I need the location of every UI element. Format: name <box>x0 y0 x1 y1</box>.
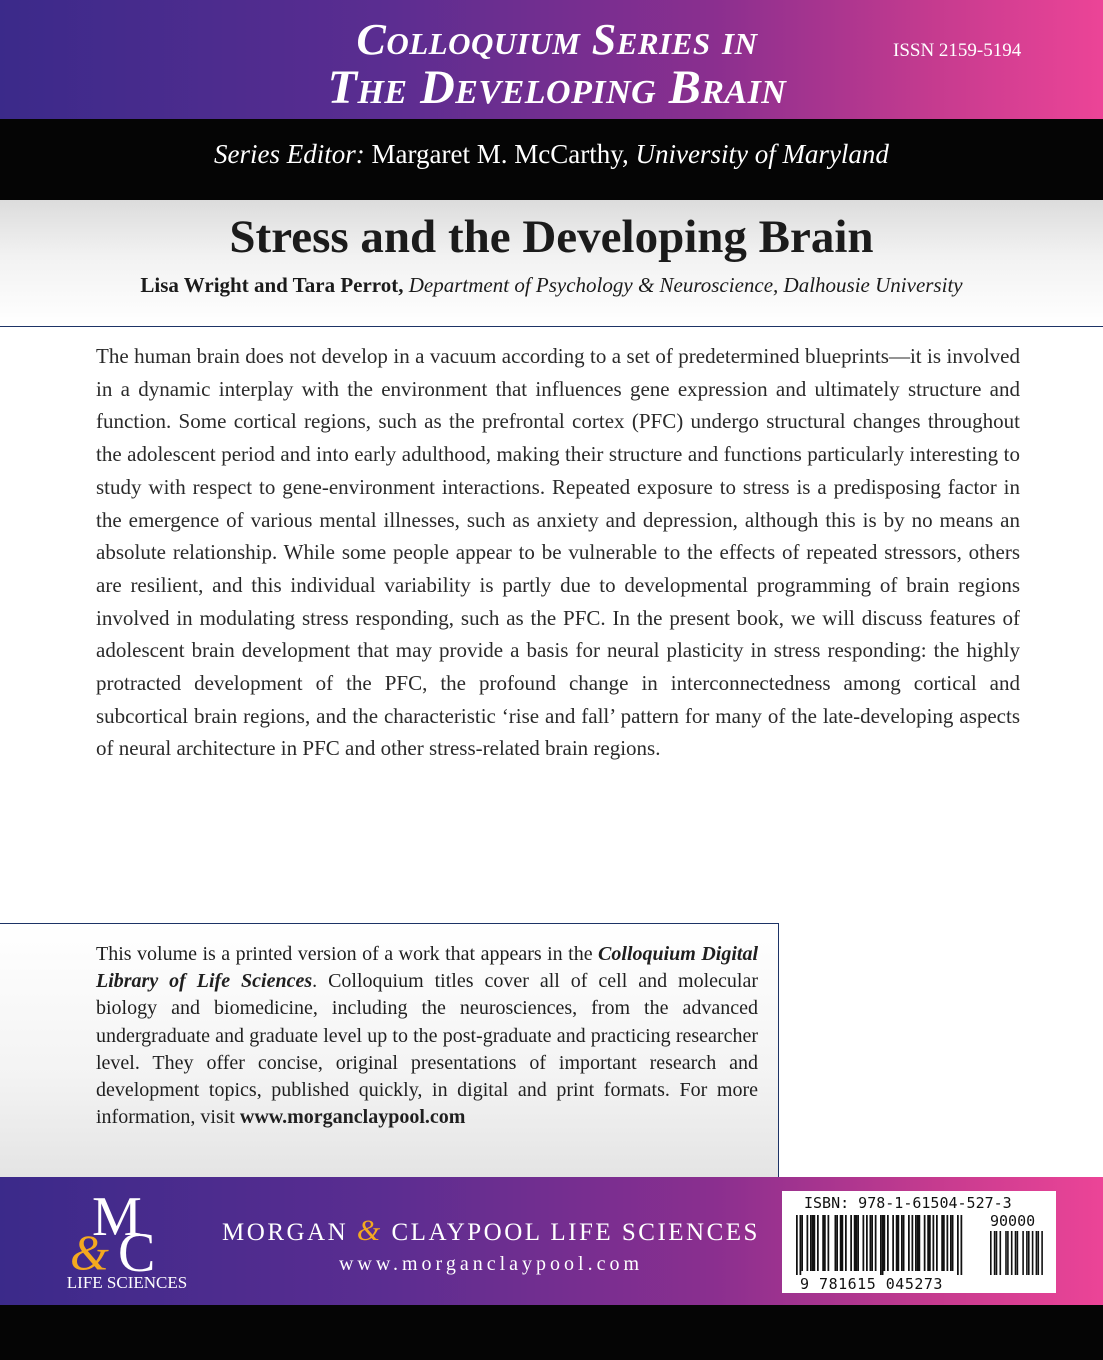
series-editor-name: Margaret M. McCarthy, <box>371 139 629 169</box>
barcode-bar <box>856 1215 858 1271</box>
series-editor-affiliation: University of Maryland <box>635 139 889 169</box>
library-info-paragraph <box>96 941 758 1131</box>
info-text-2: . Colloquium titles cover all of cell and molecular biology and biomedicine, including the neurosciences, from the advanced undergraduate and graduate level up to the post-graduate and practicing researcher level. They offer concise, original presentations of important research and development topics, published quickly, in digital and print formats. For more information, visit <box>96 970 758 1129</box>
barcode-addon-bar <box>1032 1231 1034 1275</box>
abstract <box>96 340 1020 765</box>
barcode-bar <box>863 1215 865 1271</box>
barcode-bar <box>917 1215 919 1271</box>
publisher-website[interactable]: www.morganclaypool.com <box>338 1253 644 1275</box>
barcode-bar <box>812 1215 814 1271</box>
book-title: Stress and the Developing Brain <box>229 211 874 263</box>
publisher-ampersand: & <box>356 1214 383 1247</box>
barcode-bar <box>857 1215 859 1271</box>
publisher-band <box>0 1177 1103 1305</box>
series-editor-band <box>0 119 1103 200</box>
title-area <box>0 200 1103 327</box>
barcode-bar <box>800 1215 802 1275</box>
publisher-logo <box>62 1187 192 1297</box>
barcode-bar <box>875 1215 877 1271</box>
logo-caption: LIFE SCIENCES <box>66 1273 188 1292</box>
barcode-bar <box>943 1215 945 1271</box>
barcode-addon-bar <box>1007 1231 1009 1275</box>
svg-text:M: M <box>92 1187 142 1248</box>
barcode-bar <box>822 1215 824 1271</box>
barcode-addon-bar <box>1038 1231 1040 1275</box>
barcode-digits: 9 781615 045273 <box>800 1275 943 1293</box>
barcode-bar <box>957 1215 959 1275</box>
barcode-bar <box>901 1215 903 1271</box>
barcode-bar <box>884 1215 886 1271</box>
barcode-addon-bar <box>994 1231 996 1275</box>
barcode-bar <box>870 1215 872 1271</box>
barcode-bar <box>796 1215 798 1275</box>
barcode-bar <box>919 1215 921 1271</box>
library-name: Colloquium Digital Library of Life Sciences <box>96 943 758 993</box>
barcode-bar <box>896 1215 898 1271</box>
mc-logo-icon <box>70 1187 184 1275</box>
series-editor-line <box>0 139 1103 170</box>
publisher-name <box>206 1214 776 1248</box>
barcode-addon-bar <box>996 1231 998 1275</box>
barcode-bar <box>936 1215 938 1271</box>
barcode-addon-bar <box>1026 1231 1028 1275</box>
series-title <box>322 15 792 114</box>
barcode-bars-icon <box>796 1215 1046 1275</box>
barcode-bar <box>927 1215 929 1271</box>
barcode-bar <box>933 1215 935 1271</box>
website-link[interactable]: www.morganclaypool.com <box>239 1106 466 1129</box>
barcode-bar <box>898 1215 900 1271</box>
series-title-line2: The Developing Brain <box>327 61 787 114</box>
barcode-bar <box>924 1215 926 1271</box>
library-info-box <box>0 923 779 1178</box>
barcode-bar <box>842 1215 844 1271</box>
barcode-addon-bar <box>1036 1231 1038 1275</box>
barcode-bar <box>915 1215 917 1271</box>
author-names: Lisa Wright and Tara Perrot, <box>140 273 404 297</box>
series-title-line1: Colloquium Series in <box>356 15 758 64</box>
info-text-1: This volume is a printed version of a work that appears in the <box>96 943 599 965</box>
barcode-bar <box>892 1215 894 1271</box>
isbn-barcode <box>782 1191 1056 1293</box>
bottom-black-strip <box>0 1305 1103 1360</box>
abstract-text: The human brain does not develop in a vacuum according to a set of predetermined blueprints—it is involved in a dynamic interplay with the environment that influences gene expression and ultimately structure and function. Some cortical regions, such as the prefrontal cortex (PFC) undergo structural changes throughout the adolescent period and into early adulthood, making their structure and functions particularly interesting to study with respect to gene-environment interactions. Repeated exposure to stress is a predisposing factor in the emergence of various mental illnesses, such as anxiety and depression, although this is by no means an absolute relationship. While some people appear to be vulnerable to the effects of repeated stressors, others are resilient, and this individual variability is partly due to developmental programming of brain regions involved in modulating stress responding, such as the PFC. In the present book, we will discuss features of adolescent brain development that may provide a basis for neural plasticity in stress responding: the highly protracted development of the PFC, the profound change in interconnectedness among cortical and subcortical brain regions, and the characteristic ‘rise and fall’ pattern for many of the late-developing aspects of neural architecture in PFC and other stress-related brain regions. <box>96 344 1020 761</box>
barcode-bar <box>840 1215 842 1271</box>
barcode-bar <box>950 1215 952 1271</box>
barcode-bar <box>850 1215 852 1271</box>
library-info-text <box>96 941 758 1131</box>
barcode-bar <box>854 1215 856 1271</box>
barcode-addon-bar <box>1017 1231 1019 1275</box>
barcode-bar <box>882 1215 884 1275</box>
barcode-bar <box>941 1215 943 1271</box>
barcode-bar <box>866 1215 868 1271</box>
barcode-bar <box>814 1215 816 1271</box>
series-header-band <box>0 0 1103 119</box>
author-affiliation: Department of Psychology & Neuroscience, Dalhousie University <box>408 273 963 297</box>
svg-text:C: C <box>118 1222 156 1275</box>
barcode-bar <box>836 1215 838 1271</box>
price-code: 90000 <box>990 1212 1036 1230</box>
publisher-name-part1: MORGAN <box>222 1219 357 1246</box>
barcode-bar <box>817 1215 819 1271</box>
barcode-addon-bar <box>1011 1231 1013 1275</box>
barcode-bar <box>929 1215 931 1271</box>
barcode-addon-bar <box>1000 1231 1002 1275</box>
barcode-bar <box>845 1215 847 1271</box>
svg-text:&: & <box>70 1224 109 1275</box>
barcode-addon-bar <box>1028 1231 1030 1275</box>
barcode-bar <box>887 1215 889 1271</box>
barcode-bar <box>835 1215 837 1271</box>
barcode-bar <box>810 1215 812 1271</box>
barcode-bar <box>807 1215 809 1271</box>
issn: ISSN 2159-5194 <box>893 40 1022 61</box>
authors-line <box>0 273 1103 298</box>
barcode-addon-bar <box>1022 1231 1024 1275</box>
barcode-bar <box>871 1215 873 1271</box>
barcode-bar <box>947 1215 949 1271</box>
series-editor-label: Series Editor: <box>214 139 365 169</box>
barcode-addon-bar <box>990 1231 992 1275</box>
barcode-bar <box>952 1215 954 1271</box>
barcode-addon-bar <box>1015 1231 1017 1275</box>
barcode-bar <box>880 1215 882 1275</box>
barcode-bar <box>824 1215 826 1271</box>
barcode-addon-bar <box>1005 1231 1007 1275</box>
barcode-bar <box>908 1215 910 1271</box>
barcode-bar <box>828 1215 830 1271</box>
barcode-bar <box>903 1215 905 1271</box>
publisher-name-part2: CLAYPOOL LIFE SCIENCES <box>382 1219 760 1246</box>
barcode-bar <box>961 1215 963 1275</box>
barcode-bar <box>801 1215 803 1271</box>
isbn-label: ISBN: 978-1-61504-527-3 <box>804 1194 1012 1212</box>
barcode-addon-bar <box>1041 1231 1043 1275</box>
barcode-bar <box>912 1215 914 1271</box>
